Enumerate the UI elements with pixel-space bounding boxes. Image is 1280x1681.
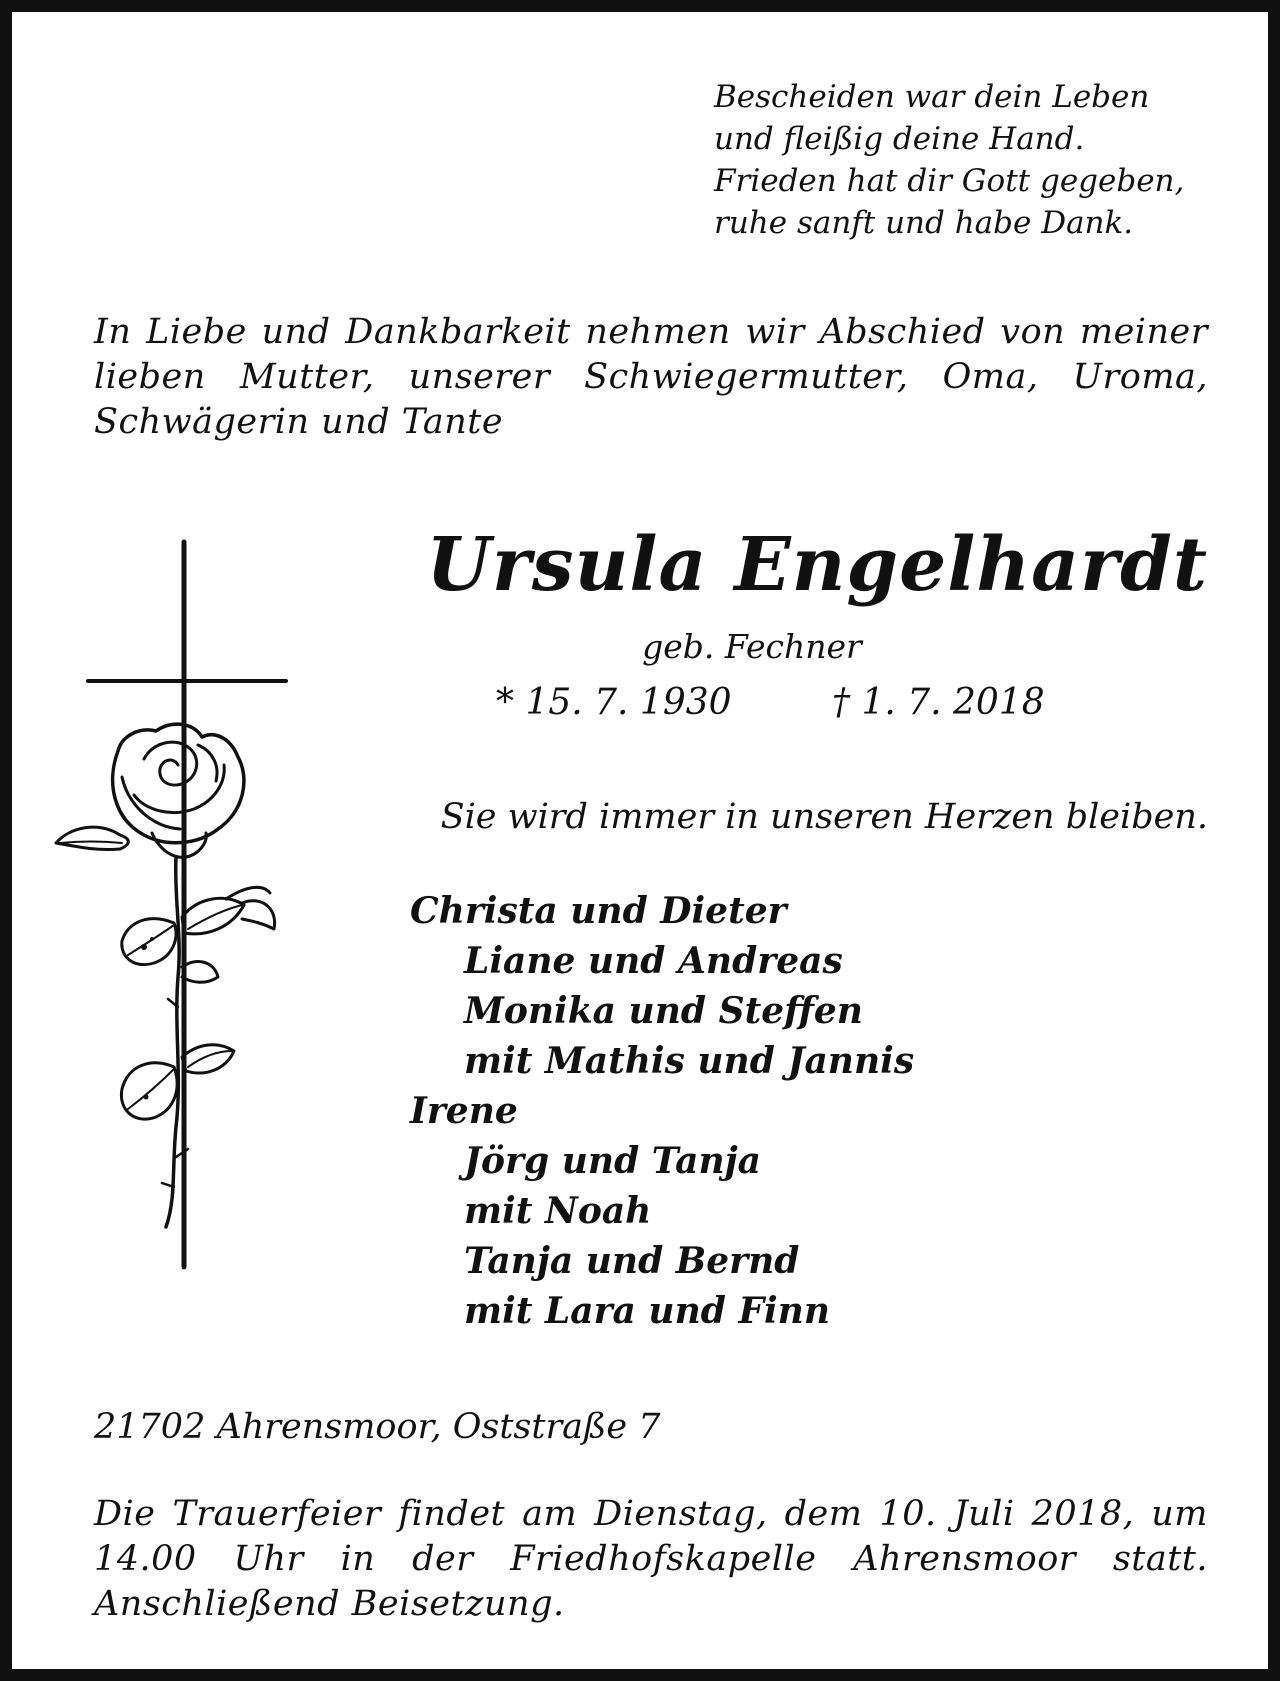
cross-with-rose-icon	[48, 537, 308, 1272]
poem-line: ruhe sanft und habe Dank.	[714, 205, 1134, 241]
family-member: Christa und Dieter	[410, 890, 787, 932]
maiden-name: geb. Fechner	[642, 627, 862, 666]
poem	[714, 76, 1234, 244]
family-member: mit Mathis und Jannis	[464, 1040, 915, 1082]
family-member: mit Lara und Finn	[464, 1290, 831, 1332]
poem-line: Frieden hat dir Gott gegeben,	[714, 163, 1185, 199]
poem-line: Bescheiden war dein Leben	[714, 79, 1150, 115]
ceremony-text: Die Trauerfeier findet am Dienstag, dem 10. Juli 2018, um 14.00 Uhr in der Friedhofskapelle Ahrensmoor statt. Anschließend Beisetzung.	[94, 1494, 1208, 1624]
motto-text: Sie wird immer in unseren Herzen bleiben.	[440, 797, 1208, 837]
poem-line: und fleißig deine Hand.	[714, 121, 1085, 157]
deceased-name: Ursula Engelhardt	[426, 522, 1208, 608]
family-list	[410, 886, 1110, 1336]
address-text: 21702 Ahrensmoor, Oststraße 7	[94, 1407, 661, 1447]
family-member: Jörg und Tanja	[464, 1140, 761, 1182]
family-member: Monika und Steffen	[464, 990, 863, 1032]
family-member: Irene	[410, 1090, 518, 1132]
birth-date: * 15. 7. 1930	[496, 682, 732, 723]
family-member: Liane und Andreas	[464, 940, 843, 982]
death-date: † 1. 7. 2018	[832, 682, 1045, 723]
family-member: Tanja und Bernd	[464, 1240, 800, 1282]
family-member: mit Noah	[464, 1190, 652, 1232]
intro-text: In Liebe und Dankbarkeit nehmen wir Abschied von meiner lieben Mutter, unserer Schwiegermutter, Oma, Uroma, Schwägerin und Tante	[94, 312, 1208, 442]
